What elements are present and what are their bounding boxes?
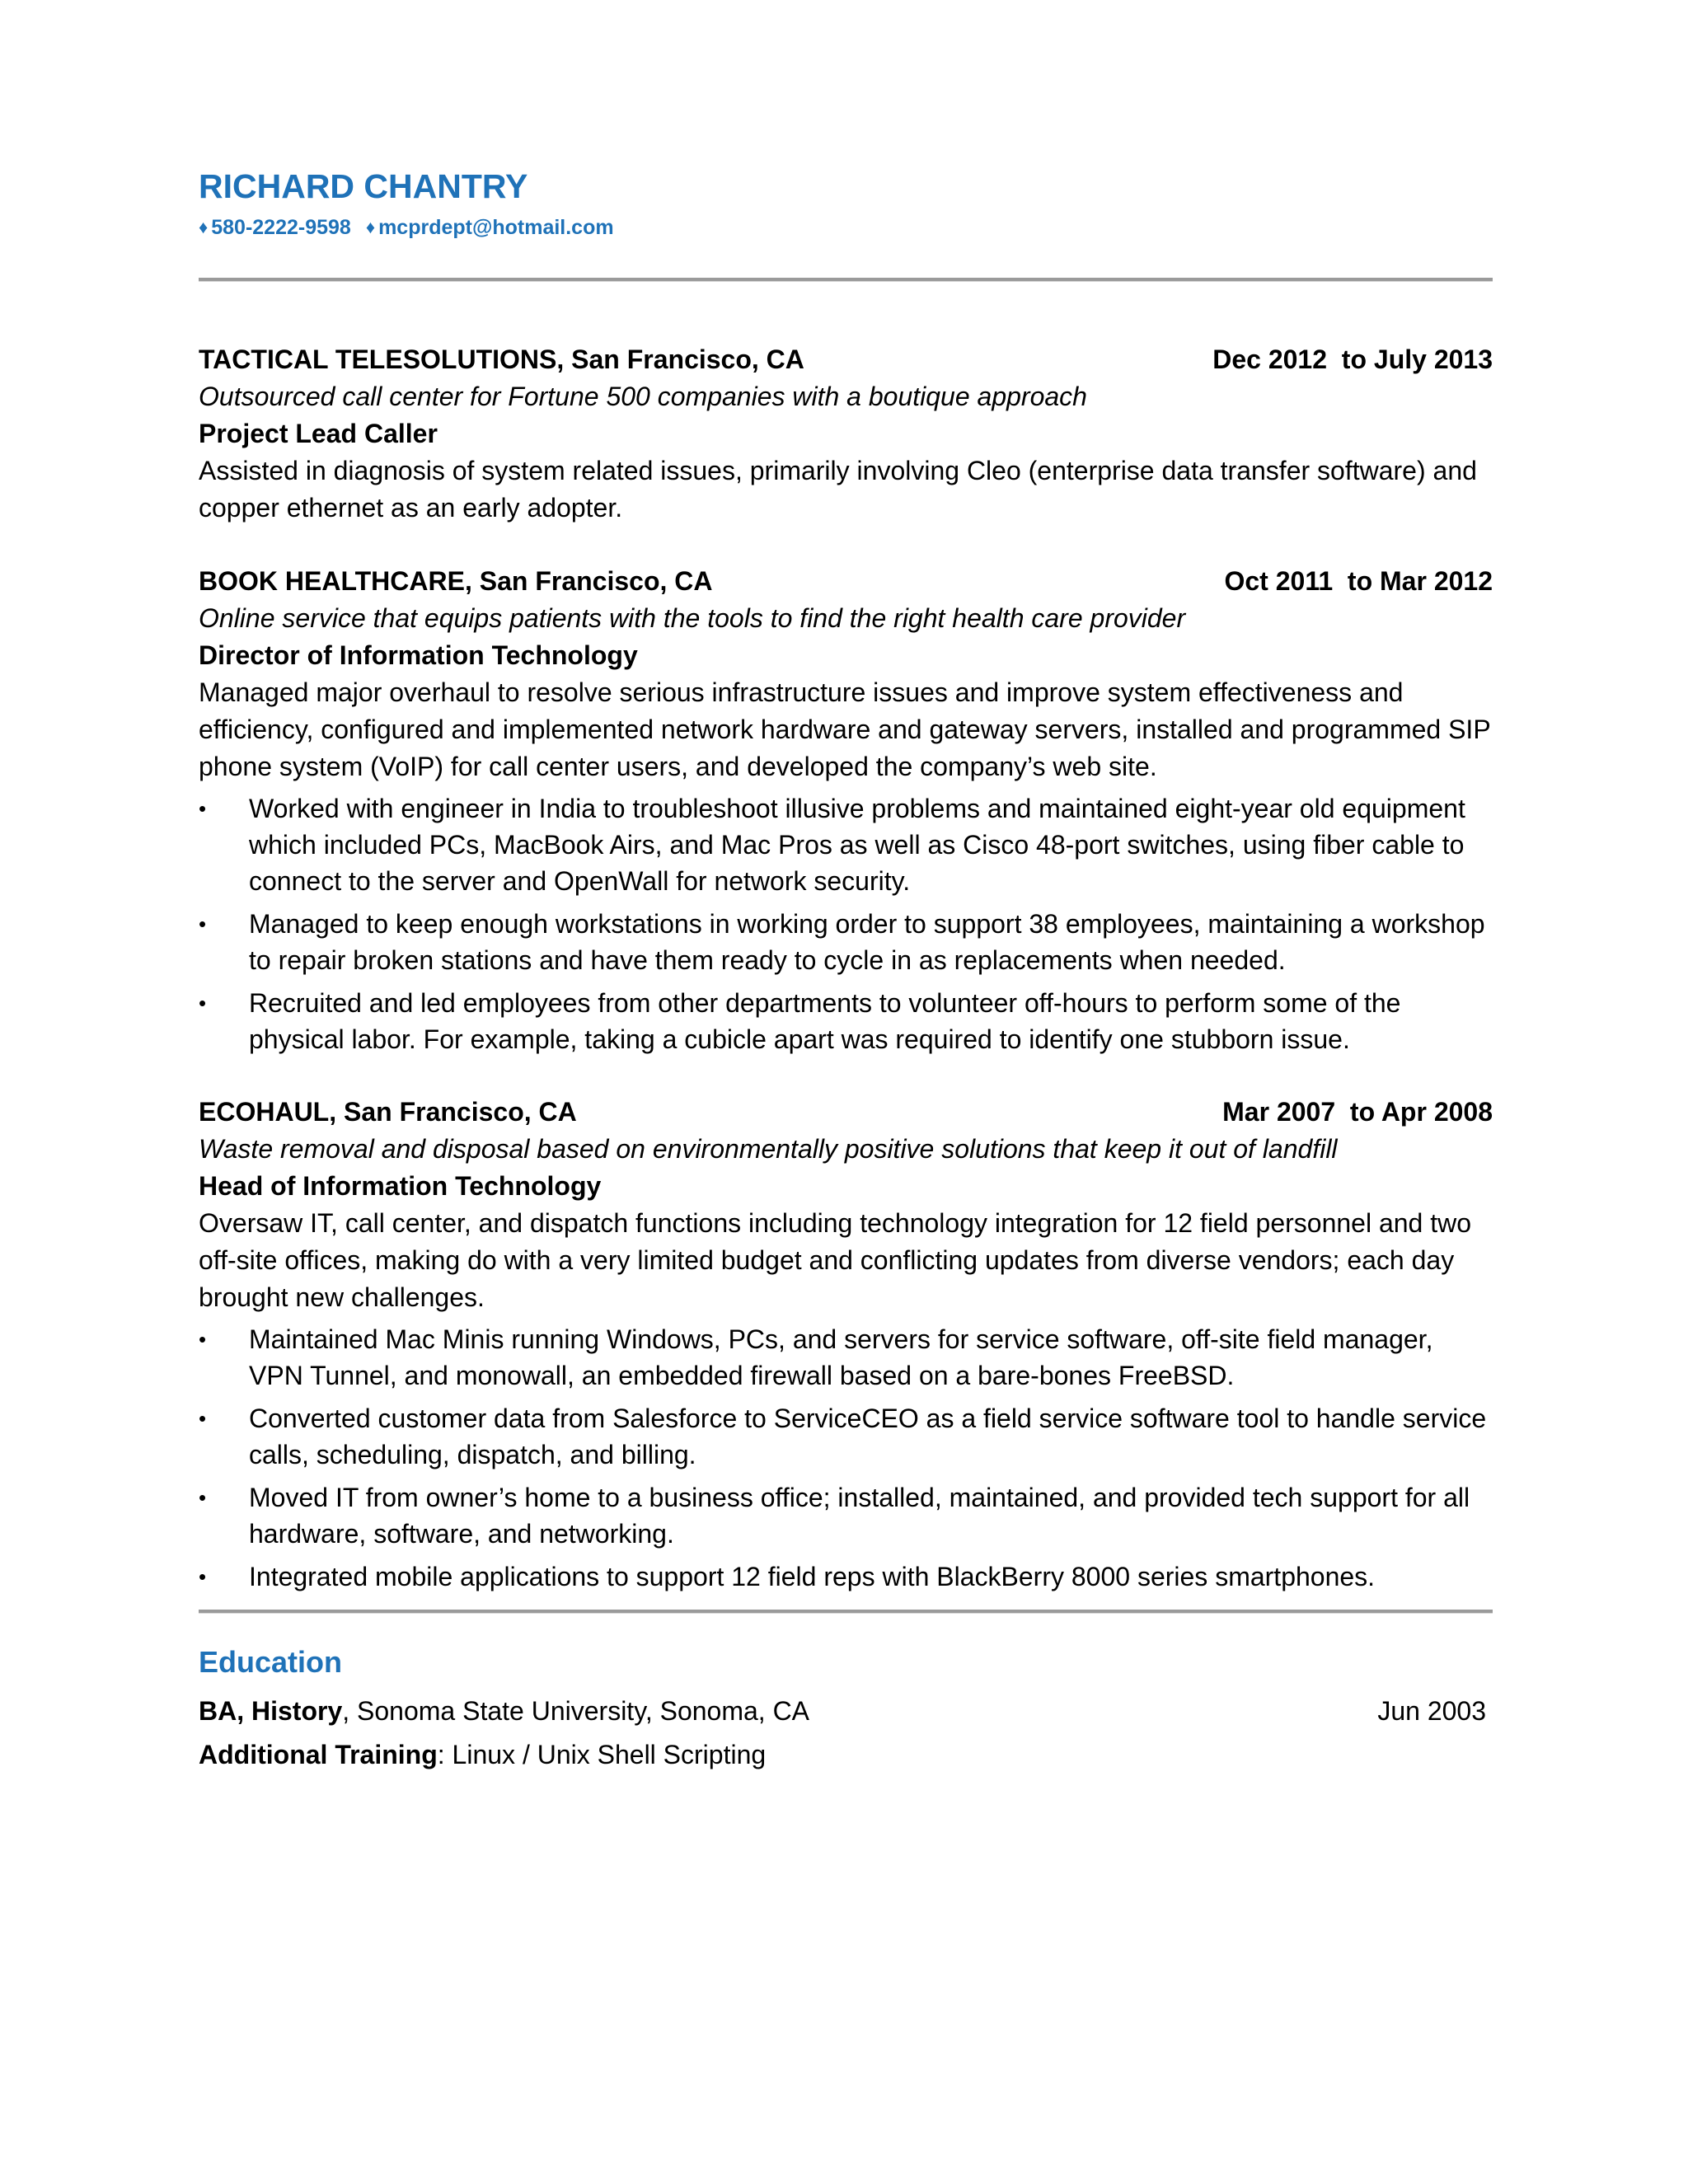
job-header (199, 1094, 1493, 1131)
email-contact (366, 214, 614, 241)
contact-line (199, 214, 1493, 241)
bullet-text: Maintained Mac Minis running Windows, PCs, and servers for service software, off-site field manager, VPN Tunnel, and monowall, an embedded firewall based on a bare-bones FreeBSD. (249, 1324, 1433, 1390)
company-name: ECOHAUL, San Francisco, CA (199, 1097, 577, 1127)
phone-number: 580-2222-9598 (211, 216, 351, 239)
job-dates: Mar 2007 to Apr 2008 (1222, 1097, 1493, 1127)
list-item (199, 790, 1493, 899)
header-divider (199, 278, 1493, 282)
job-entry (199, 341, 1493, 527)
training-label: Additional Training (199, 1740, 438, 1769)
bullet-icon: • (199, 1485, 207, 1510)
candidate-name: RICHARD CHANTRY (199, 167, 528, 205)
job-title: Head of Information Technology (199, 1171, 602, 1201)
job-entry (199, 1094, 1493, 1595)
bullet-text: Converted customer data from Salesforce to ServiceCEO as a field service software tool to handle service calls, scheduling, dispatch, and billing. (249, 1404, 1487, 1469)
training-detail: : Linux / Unix Shell Scripting (437, 1740, 767, 1769)
degree-date: Jun 2003 (1377, 1696, 1486, 1726)
job-summary: Managed major overhaul to resolve serious infrastructure issues and improve system effectiveness and efficiency, configured and implemented network hardware and gateway servers, installed and programmed SIP phone system (VoIP) for call center users, and developed the company’s web site. (199, 677, 1491, 781)
job-dates: Oct 2011 to Mar 2012 (1224, 566, 1493, 596)
bullet-text: Recruited and led employees from other departments to volunteer off-hours to perform some of the physical labor. For example, taking a cubicle apart was required to identify one stubborn issue. (249, 988, 1401, 1054)
degree-detail: , Sonoma State University, Sonoma, CA (342, 1696, 810, 1726)
degree-entry (199, 1693, 809, 1730)
experience-list (199, 341, 1493, 1595)
list-item (199, 1400, 1493, 1473)
list-item (199, 1321, 1493, 1394)
list-item (199, 1558, 1493, 1595)
list-item (199, 985, 1493, 1057)
bullet-text: Worked with engineer in India to troubleshoot illusive problems and maintained eight-year old equipment which included PCs, MacBook Airs, and Mac Pros as well as Cisco 48-port switches, using fiber cable to connect to the server and OpenWall for network security. (249, 794, 1465, 896)
bullet-text: Integrated mobile applications to support 12 field reps with BlackBerry 8000 series smartphones. (249, 1562, 1376, 1591)
bullet-icon: • (199, 991, 207, 1015)
company-name: BOOK HEALTHCARE, San Francisco, CA (199, 566, 713, 596)
bullet-text: Moved IT from owner’s home to a business office; installed, maintained, and provided tech support for all hardware, software, and networking. (249, 1483, 1470, 1549)
job-title: Director of Information Technology (199, 640, 638, 670)
bullet-icon: • (199, 1327, 207, 1352)
company-description: Waste removal and disposal based on environmentally positive solutions that keep it out of landfill (199, 1134, 1338, 1164)
job-header (199, 563, 1493, 600)
diamond-icon: ♦ (365, 217, 376, 237)
phone-contact (199, 214, 351, 241)
bullet-icon: • (199, 796, 207, 821)
job-dates: Dec 2012 to July 2013 (1212, 344, 1493, 374)
resume-page (199, 165, 1493, 1774)
email-address[interactable]: mcprdept@hotmail.com (378, 216, 614, 239)
job-entry (199, 563, 1493, 1057)
job-bullet-list (199, 1321, 1493, 1595)
job-summary: Oversaw IT, call center, and dispatch functions including technology integration for 12 field personnel and two off-site offices, making do with a very limited budget and conflicting updates from diverse vendors; each day brought new challenges. (199, 1208, 1472, 1312)
list-item (199, 906, 1493, 978)
company-description: Outsourced call center for Fortune 500 companies with a boutique approach (199, 382, 1087, 411)
diamond-icon: ♦ (199, 217, 209, 237)
education-degree-row (199, 1693, 1493, 1730)
training-entry (199, 1736, 766, 1774)
bullet-icon: • (199, 1406, 207, 1431)
company-name: TACTICAL TELESOLUTIONS, San Francisco, CA (199, 344, 804, 374)
list-item (199, 1479, 1493, 1552)
job-summary: Assisted in diagnosis of system related issues, primarily involving Cleo (enterprise data transfer software) and copper ethernet as an early adopter. (199, 456, 1477, 523)
company-description: Online service that equips patients with the tools to find the right health care provider (199, 603, 1186, 633)
job-title: Project Lead Caller (199, 419, 438, 448)
job-bullet-list (199, 790, 1493, 1057)
education-heading: Education (199, 1645, 343, 1679)
education-training-row (199, 1736, 1493, 1774)
bullet-icon: • (199, 912, 207, 936)
bullet-icon: • (199, 1564, 207, 1589)
degree-label: BA, History (199, 1696, 343, 1726)
education-divider (199, 1610, 1493, 1614)
bullet-text: Managed to keep enough workstations in working order to support 38 employees, maintaining a workshop to repair broken stations and have them ready to cycle in as replacements when needed. (249, 909, 1485, 975)
job-header (199, 341, 1493, 378)
